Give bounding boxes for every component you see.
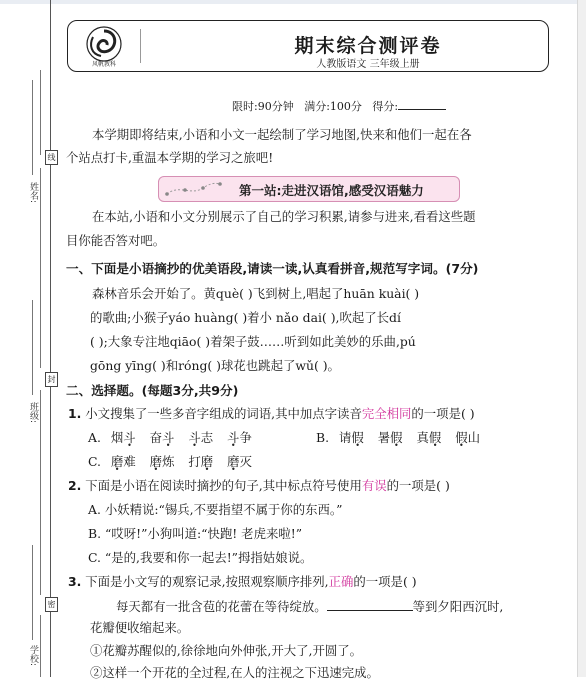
intro-line-1: 本学期即将结束,小语和小文一起绘制了学习地图,快来和他们一起在各 [92,127,472,142]
q1-c-word: 打磨 [188,454,214,469]
q1-b-word: 请假 [339,430,364,445]
intro-line-2: 个站点打卡,重温本学期的学习之旅吧! [66,150,274,165]
station-title: 第一站:走进汉语馆,感受汉语魅力 [239,183,424,198]
station-intro-1: 在本站,小语和小文分别展示了自己的学习积累,请参与进来,看看这些题 [92,209,476,224]
q3-passage-before: 每天都有一批含苞的花蕾在等待绽放。 [116,599,327,614]
full-score: 满分:100分 [304,100,362,113]
q1-b-word: 真假 [416,430,442,445]
question-3 [68,574,417,590]
station-intro-2: 目你能否答对吧。 [66,233,166,248]
emphasis-dot-char: 磨 [200,454,214,469]
q1-number: 1. [68,406,82,421]
q2-answer-paren[interactable]: 的一项是( ) [386,478,450,493]
scrollbar[interactable] [577,0,586,677]
q1-option-c-label: C. [88,454,101,469]
emphasis-dot-char: 假 [455,430,468,445]
binding-box-line: 线 [45,150,58,165]
exam-header [67,20,549,72]
score-blank[interactable] [398,97,446,110]
school-underline [32,545,33,640]
logo-text: 风帆教科 [91,61,117,67]
q3-item-2: ②这样一个开花的全过程,在人的注视之下迅速完成。 [90,665,379,680]
exam-title: 期末综合测评卷 [294,35,442,57]
class-underline [32,300,33,395]
meta-line [232,97,446,115]
class-label: 班级: [28,402,38,424]
q1-stem: 小文搜集了一些多音字组成的词语,其中加点字读音 [85,406,362,421]
section1-line-3: ( );大象专注地qiāo( )着架子鼓……听到如此美妙的乐曲,pú [90,334,416,349]
q2-option-b[interactable]: B. “哎呀!”小狗叫道:“快跑! 老虎来啦!” [88,526,303,541]
q3-passage-line-2: 花瓣便收缩起来。 [90,620,190,635]
q2-option-a[interactable]: A. 小妖精说:“锡兵,不要指望不属于你的东西。” [88,502,343,517]
emphasis-dot-char: 假 [428,430,442,445]
q1-answer-paren[interactable]: 的一项是( ) [411,406,475,421]
emphasis-dot-char: 磨 [110,454,124,469]
q3-answer-paren[interactable]: 的一项是( ) [353,574,417,589]
emphasis-dot-char: 磨 [149,454,163,469]
q3-passage-after: 等到夕阳西沉时, [412,599,504,614]
q1-option-c[interactable] [88,454,252,470]
q1-option-a[interactable] [88,430,252,446]
emphasis-dot-char: 磨 [227,454,240,469]
exam-subtitle: 人教版语文 三年级上册 [316,59,420,70]
q2-number: 2. [68,478,82,493]
question-1 [68,406,475,422]
section1-line-1: 森林音乐会开始了。黄què( )飞到树上,唱起了huān kuài( ) [92,286,420,301]
emphasis-dot-char: 假 [390,430,403,445]
binding-box-seal: 封 [45,372,58,387]
q1-a-word: 奋斗 [149,430,175,445]
q1-b-word: 暑假 [377,430,403,445]
top-strip [0,0,586,4]
emphasis-dot-char: 斗 [161,430,175,445]
header-divider [140,29,141,63]
q3-highlight: 正确 [328,574,354,589]
emphasis-dot-char: 斗 [123,430,136,445]
time-limit: 限时:90分钟 [232,100,294,113]
station-banner [158,176,460,202]
binding-line [40,615,41,677]
q1-option-a-label: A. [88,430,101,445]
section1-line-4: gōng yīng( )和róng( )球花也跳起了wǔ( )。 [90,358,340,373]
q1-a-word: 烟斗 [110,430,136,445]
q2-option-c[interactable]: C. “是的,我要和你一起去!”拇指姑娘说。 [88,550,313,565]
section2-heading: 二、选择题。(每题3分,共9分) [66,383,239,398]
q1-c-word: 磨炼 [149,454,175,469]
q3-fill-blank[interactable] [327,598,413,611]
emphasis-dot-char: 斗 [188,430,201,445]
binding-line [40,168,41,368]
section1-line-2: 的歌曲;小猴子yáo huàng( )着小 nǎo dai( ),吹起了长dí [90,310,401,325]
binding-box-secret: 密 [45,597,58,612]
q1-a-word: 斗志 [188,430,214,445]
q1-b-word: 假山 [455,430,480,445]
q1-option-b[interactable] [316,430,480,446]
score-label: 得分: [372,100,399,113]
route-map-icon [165,181,223,197]
emphasis-dot-char: 假 [351,430,364,445]
q1-a-word: 斗争 [227,430,252,445]
q2-highlight: 有误 [361,478,387,493]
binding-edge [50,0,51,677]
q3-number: 3. [68,574,82,589]
q3-stem: 下面是小文写的观察记录,按照观察顺序排列, [85,574,329,589]
q2-stem: 下面是小语在阅读时摘抄的句子,其中标点符号使用 [85,478,362,493]
binding-line [40,70,41,155]
emphasis-dot-char: 斗 [227,430,240,445]
q3-passage-line-1 [116,598,503,615]
section1-heading: 一、下面是小语摘抄的优美语段,请读一读,认真看拼音,规范写字词。(7分) [66,261,479,276]
question-2 [68,478,450,494]
binding-line [40,390,41,595]
q1-c-word: 磨难 [110,454,136,469]
name-underline [32,80,33,175]
q1-option-b-label: B. [316,430,330,445]
school-label: 学校: [28,645,38,667]
swirl-logo-icon [73,25,135,67]
q1-highlight: 完全相同 [361,406,412,421]
q1-c-word: 磨灭 [227,454,252,469]
name-label: 姓名: [28,182,38,204]
q3-item-1: ①花瓣苏醒似的,徐徐地向外伸张,开大了,开圆了。 [90,643,363,658]
